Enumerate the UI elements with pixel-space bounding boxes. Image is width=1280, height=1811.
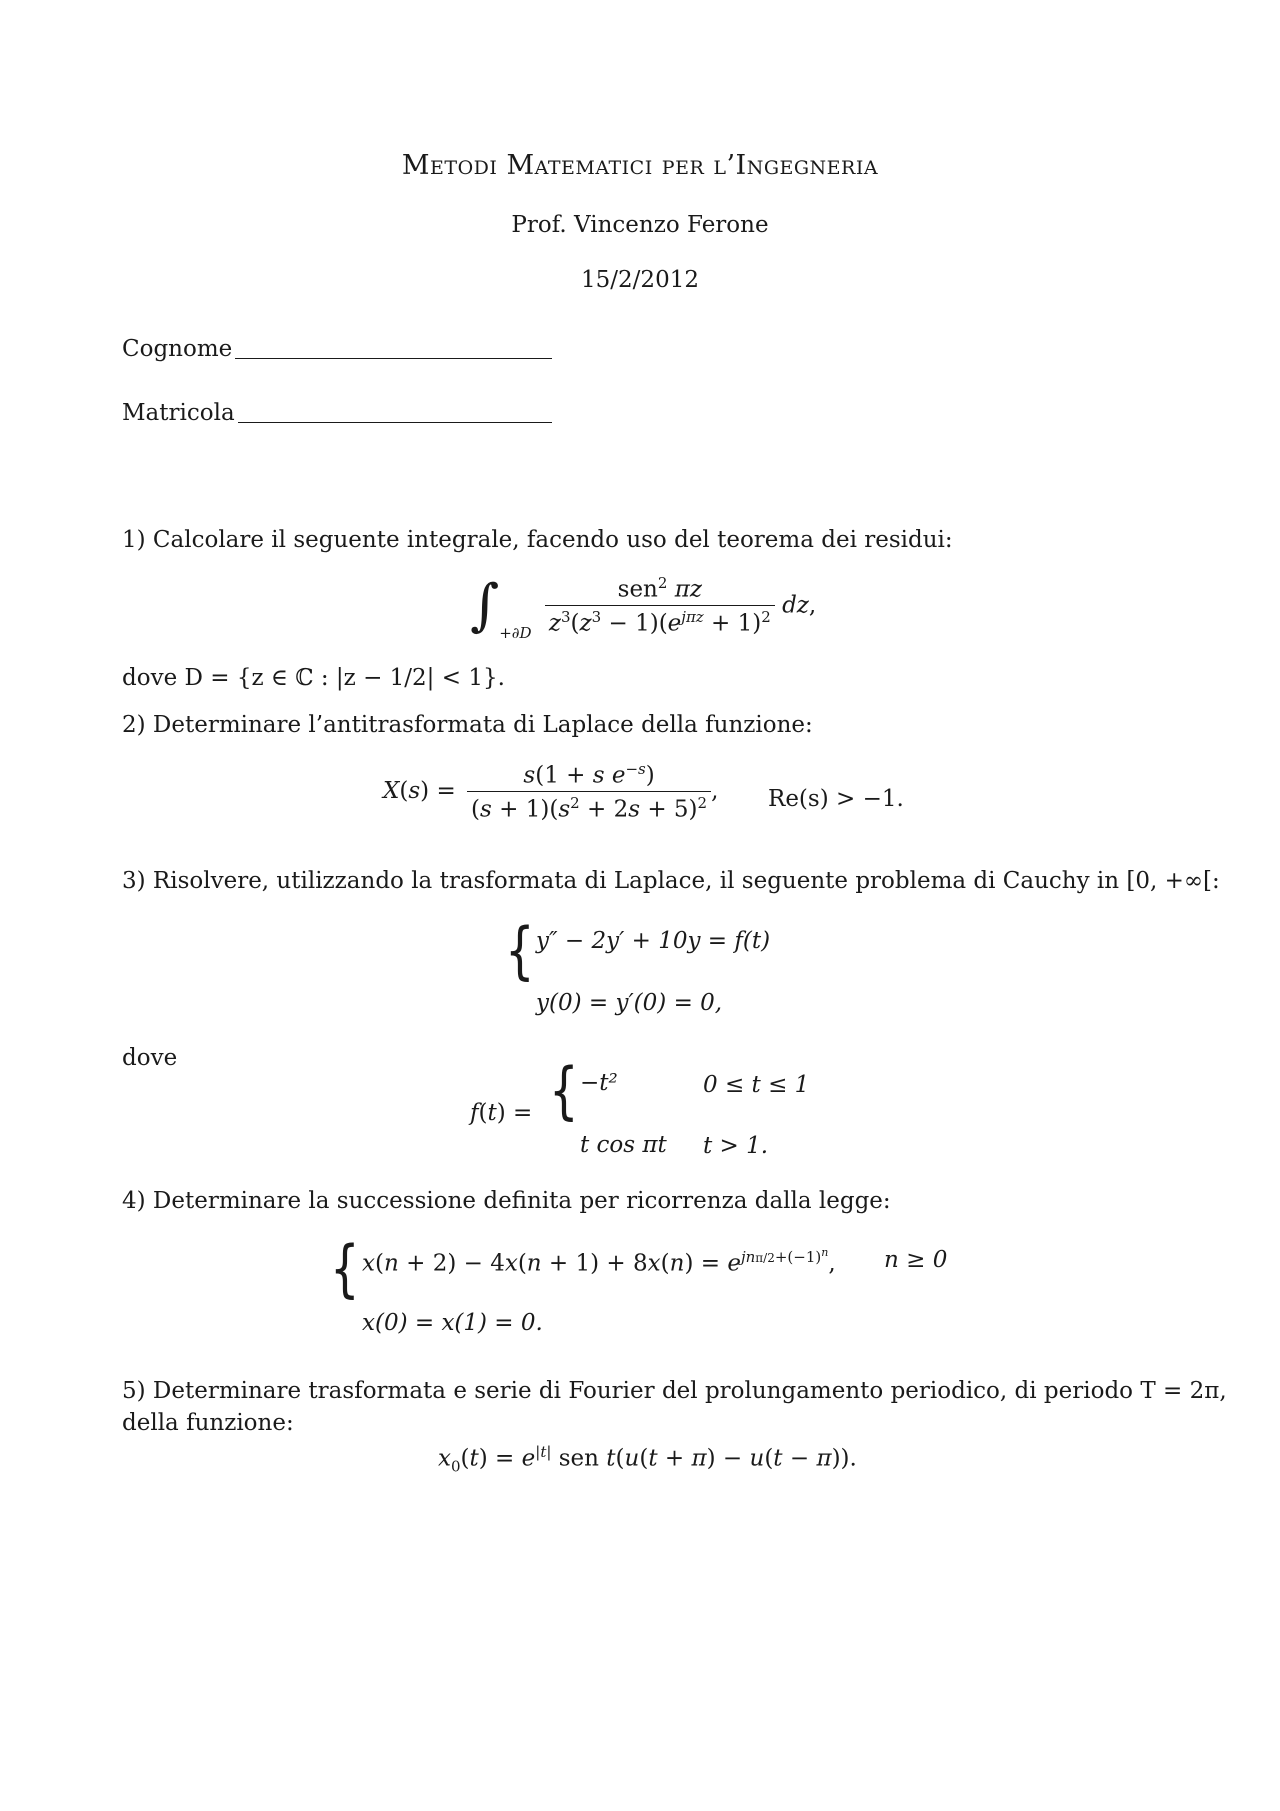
exercise-2-condition: Re(s) > −1. [768, 786, 904, 812]
document-title: Metodi Matematici per l’Ingegneria [401, 150, 879, 181]
exercise-1-domain: dove D = {z ∈ ℂ : |z − 1/2| < 1}. [122, 665, 505, 691]
piecewise-brace: { [549, 1054, 579, 1127]
id-field[interactable] [238, 422, 552, 423]
case-1-expression: −t² [580, 1070, 618, 1096]
exercise-1-text: 1) Calcolare il seguente integrale, facendo uso del teorema dei residui: [122, 527, 953, 553]
exam-date: 15/2/2012 [581, 267, 699, 293]
system-brace-2: { [330, 1232, 360, 1305]
recurrence-initial: x(0) = x(1) = 0. [362, 1310, 543, 1336]
exercise-2-function: X(s) = $\frac{s(1 + s e^{-s})}{(s + 1)(s^2 + 2s + 5)^2}$ , [383, 760, 719, 823]
recurrence-condition: n ≥ 0 [884, 1247, 948, 1273]
dove-label: dove [122, 1045, 178, 1071]
exercise-5-text-line-2: della funzione: [122, 1410, 294, 1436]
f-definition-lhs: f(t) = [470, 1100, 533, 1126]
professor-name: Prof. Vincenzo Ferone [511, 212, 769, 238]
exercise-5-text-line-1: 5) Determinare trasformata e serie di Fourier del prolungamento periodico, di periodo T = 2π, [122, 1378, 1227, 1404]
cauchy-initial-conditions: y(0) = y′(0) = 0, [536, 990, 723, 1016]
exercise-3-text: 3) Risolvere, utilizzando la trasformata di Laplace, il seguente problema di Cauchy in [0, +∞[: [122, 868, 1220, 894]
system-brace-1: { [505, 914, 535, 987]
recurrence-equation: $x(n + 2) - 4x(n + 1) + 8x(n) = e^{jn\pi/2+(-1)^n}$, [362, 1246, 836, 1277]
surname-field[interactable] [235, 358, 552, 359]
id-label: Matricola [122, 400, 235, 426]
case-1-condition: 0 ≤ t ≤ 1 [703, 1072, 810, 1098]
exercise-4-text: 4) Determinare la successione definita per ricorrenza dalla legge: [122, 1188, 891, 1214]
cauchy-equation: y″ − 2y′ + 10y = f(t) [536, 928, 771, 954]
exercise-5-function: $x_0(t) = e^{|t|}$ sen t(u(t + π) − u(t − π)). [438, 1443, 857, 1476]
case-2-condition: t > 1. [703, 1133, 769, 1159]
surname-label: Cognome [122, 336, 233, 362]
case-2-expression: t cos πt [580, 1132, 667, 1158]
exercise-2-text: 2) Determinare l’antitrasformata di Laplace della funzione: [122, 712, 813, 738]
exercise-1-integral: $\int_{+\partial D}$ $\frac{sen^2 \pi z}{z^3(z^3 - 1)(e^{j\pi z} + 1)^2}$ dz, [470, 573, 817, 642]
